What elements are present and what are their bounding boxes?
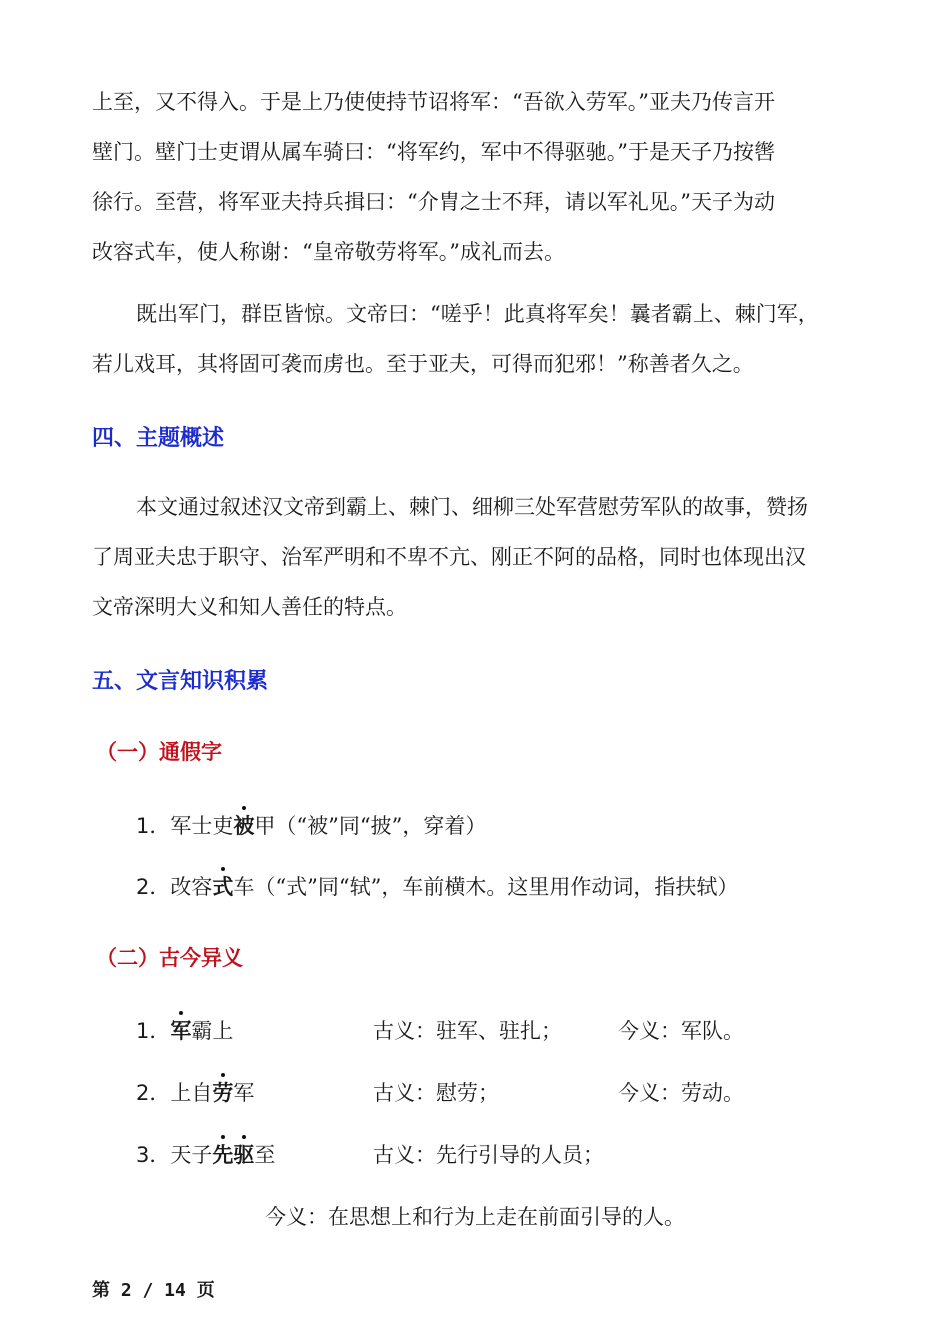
item-text-after: 车（“式”同“轼”，车前横木。这里用作动词，指扶轼） xyxy=(233,875,739,899)
text-line: 若儿戏耳，其将固可袭而虏也。至于亚夫，可得而犯邪！”称善者久之。 xyxy=(92,352,754,376)
text-line: 既出军门，群臣皆惊。文帝曰：“嗟乎！此真将军矣！曩者霸上、棘门军， xyxy=(136,302,819,326)
gujinyiyi-item-2 xyxy=(136,1078,254,1108)
item-number: 1． xyxy=(136,1019,171,1043)
emphasized-characters xyxy=(212,1143,254,1167)
text-line: 改容式车，使人称谢：“皇帝敬劳将军。”成礼而去。 xyxy=(92,240,565,264)
passage-paragraph-1 xyxy=(92,77,892,277)
item-number: 2． xyxy=(136,875,171,899)
ancient-meaning: 古义：驻军、驻扎； xyxy=(373,1019,562,1043)
item-text-after: 甲（“被”同“披”，穿着） xyxy=(254,814,487,838)
page-number: 第 2 / 14 页 xyxy=(92,1280,215,1301)
modern-meaning: 今义：在思想上和行为上走在前面引导的人。 xyxy=(265,1205,685,1229)
emphasized-character: 式 xyxy=(212,875,234,899)
text-line: 徐行。至营，将军亚夫持兵揖曰：“介胄之士不拜，请以军礼见。”天子为动 xyxy=(92,190,775,214)
section-heading-theme: 四、主题概述 xyxy=(92,426,225,451)
item-text-before: 天子 xyxy=(170,1143,213,1167)
theme-paragraph xyxy=(92,482,892,632)
emphasized-character: 被 xyxy=(233,814,255,838)
item-text-after: 霸上 xyxy=(191,1019,234,1043)
emphasized-character: 先 xyxy=(212,1143,234,1167)
section-heading-knowledge: 五、文言知识积累 xyxy=(92,669,269,694)
text-line: 文帝深明大义和知人善任的特点。 xyxy=(92,595,407,619)
text-line: 本文通过叙述汉文帝到霸上、棘门、细柳三处军营慰劳军队的故事，赞扬 xyxy=(136,495,808,519)
gujinyiyi-item-1 xyxy=(136,1016,233,1046)
item-number: 2． xyxy=(136,1081,171,1105)
item-number: 1． xyxy=(136,814,171,838)
tongjiazi-item-2 xyxy=(136,872,738,902)
ancient-meaning: 古义：先行引导的人员； xyxy=(373,1143,604,1167)
subsection-heading-gujinyiyi: （二）古今异义 xyxy=(96,946,243,970)
emphasized-character: 劳 xyxy=(212,1081,234,1105)
modern-meaning: 今义：劳动。 xyxy=(618,1081,744,1105)
passage-paragraph-2 xyxy=(92,289,892,389)
item-text-before: 上自 xyxy=(170,1081,213,1105)
item-number: 3． xyxy=(136,1143,171,1167)
item-text-after: 军 xyxy=(233,1081,255,1105)
ancient-meaning: 古义：慰劳； xyxy=(373,1081,499,1105)
subsection-heading-tongjiazi: （一）通假字 xyxy=(96,740,222,764)
emphasized-character: 驱 xyxy=(233,1143,255,1167)
modern-meaning: 今义：军队。 xyxy=(618,1019,744,1043)
item-text-before: 改容 xyxy=(170,875,213,899)
text-line: 了周亚夫忠于职守、治军严明和不卑不亢、刚正不阿的品格，同时也体现出汉 xyxy=(92,545,806,569)
text-line: 壁门。壁门士吏谓从属车骑曰：“将军约，军中不得驱驰。”于是天子乃按辔 xyxy=(92,140,775,164)
text-line: 上至，又不得入。于是上乃使使持节诏将军：“吾欲入劳军。”亚夫乃传言开 xyxy=(92,90,775,114)
gujinyiyi-item-3 xyxy=(136,1140,275,1170)
emphasized-character: 军 xyxy=(170,1019,192,1043)
tongjiazi-item-1 xyxy=(136,811,486,841)
item-text-before: 军士吏 xyxy=(170,814,234,838)
item-text-after: 至 xyxy=(254,1143,276,1167)
